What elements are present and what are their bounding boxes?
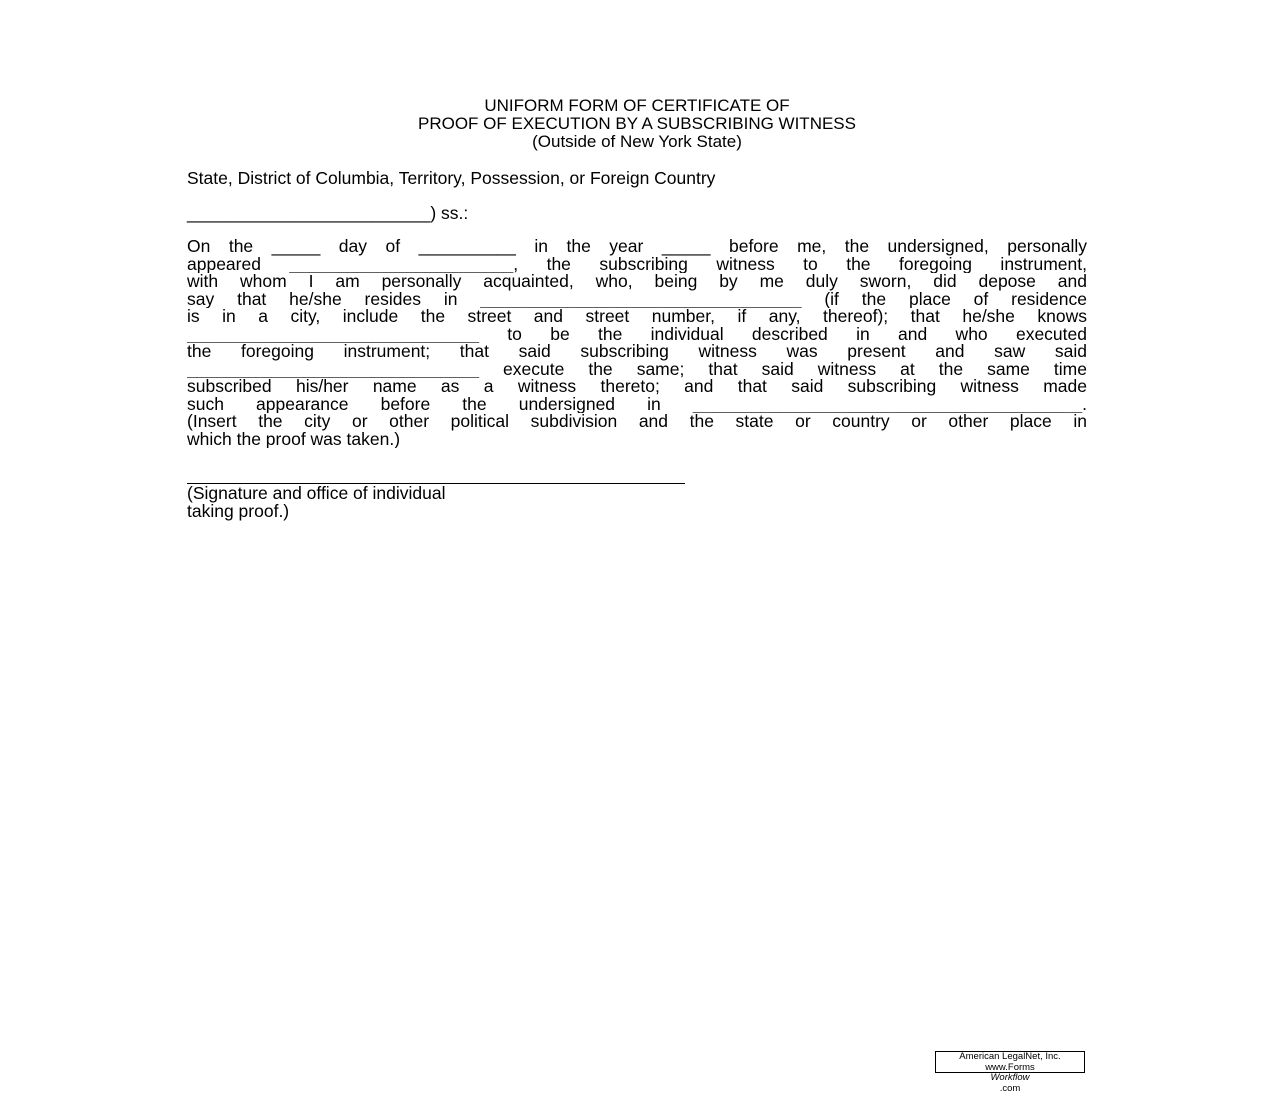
title-line-2: PROOF OF EXECUTION BY A SUBSCRIBING WITNESS <box>418 114 856 133</box>
footer-url-italic: Workflow <box>990 1072 1030 1083</box>
body-line: ______________________________ to be the individual described in and who executed <box>187 325 1087 343</box>
body-line: (Insert the city or other political subdivision and the state or country or other place in <box>187 413 1087 431</box>
body-line: which the proof was taken.) <box>187 430 401 448</box>
publisher-footer <box>935 1051 1085 1094</box>
body-line: the foregoing instrument; that said subscribing witness was present and saw said <box>187 343 1087 361</box>
venue-line: State, District of Columbia, Territory, Possession, or Foreign Country <box>187 168 716 188</box>
footer-line-1: American LegalNet, Inc. <box>959 1051 1061 1062</box>
body-line: such appearance before the undersigned in ________________________________________. <box>187 395 1087 413</box>
body-line: say that he/she resides in _________________________________ (if the place of residence <box>187 290 1087 308</box>
certificate-body <box>187 238 1087 448</box>
body-line: is in a city, include the street and street number, if any, thereof); that he/she knows <box>187 308 1087 326</box>
title-line-1: UNIFORM FORM OF CERTIFICATE OF <box>484 96 790 115</box>
footer-line-2 <box>936 1063 1084 1095</box>
body-line: On the _____ day of __________ in the year _____ before me, the undersigned, personally <box>187 238 1087 256</box>
title-line-3: (Outside of New York State) <box>532 132 742 151</box>
body-line: ______________________________ execute the same; that said witness at the same time <box>187 360 1087 378</box>
body-line: appeared _______________________, the subscribing witness to the foregoing instrument, <box>187 255 1087 273</box>
signature-caption-line-2: taking proof.) <box>187 501 290 521</box>
ss-line: _________________________) ss.: <box>187 203 469 223</box>
signature-caption <box>187 484 445 520</box>
body-line: with whom I am personally acquainted, who, being by me duly sworn, did depose and <box>187 273 1087 291</box>
footer-url-suffix: .com <box>999 1082 1021 1094</box>
footer-url-prefix: www.Forms <box>985 1061 1035 1073</box>
body-line: subscribed his/her name as a witness thereto; and that said subscribing witness made <box>187 378 1087 396</box>
signature-caption-line-1: (Signature and office of individual <box>187 483 446 503</box>
document-title <box>187 97 1087 151</box>
